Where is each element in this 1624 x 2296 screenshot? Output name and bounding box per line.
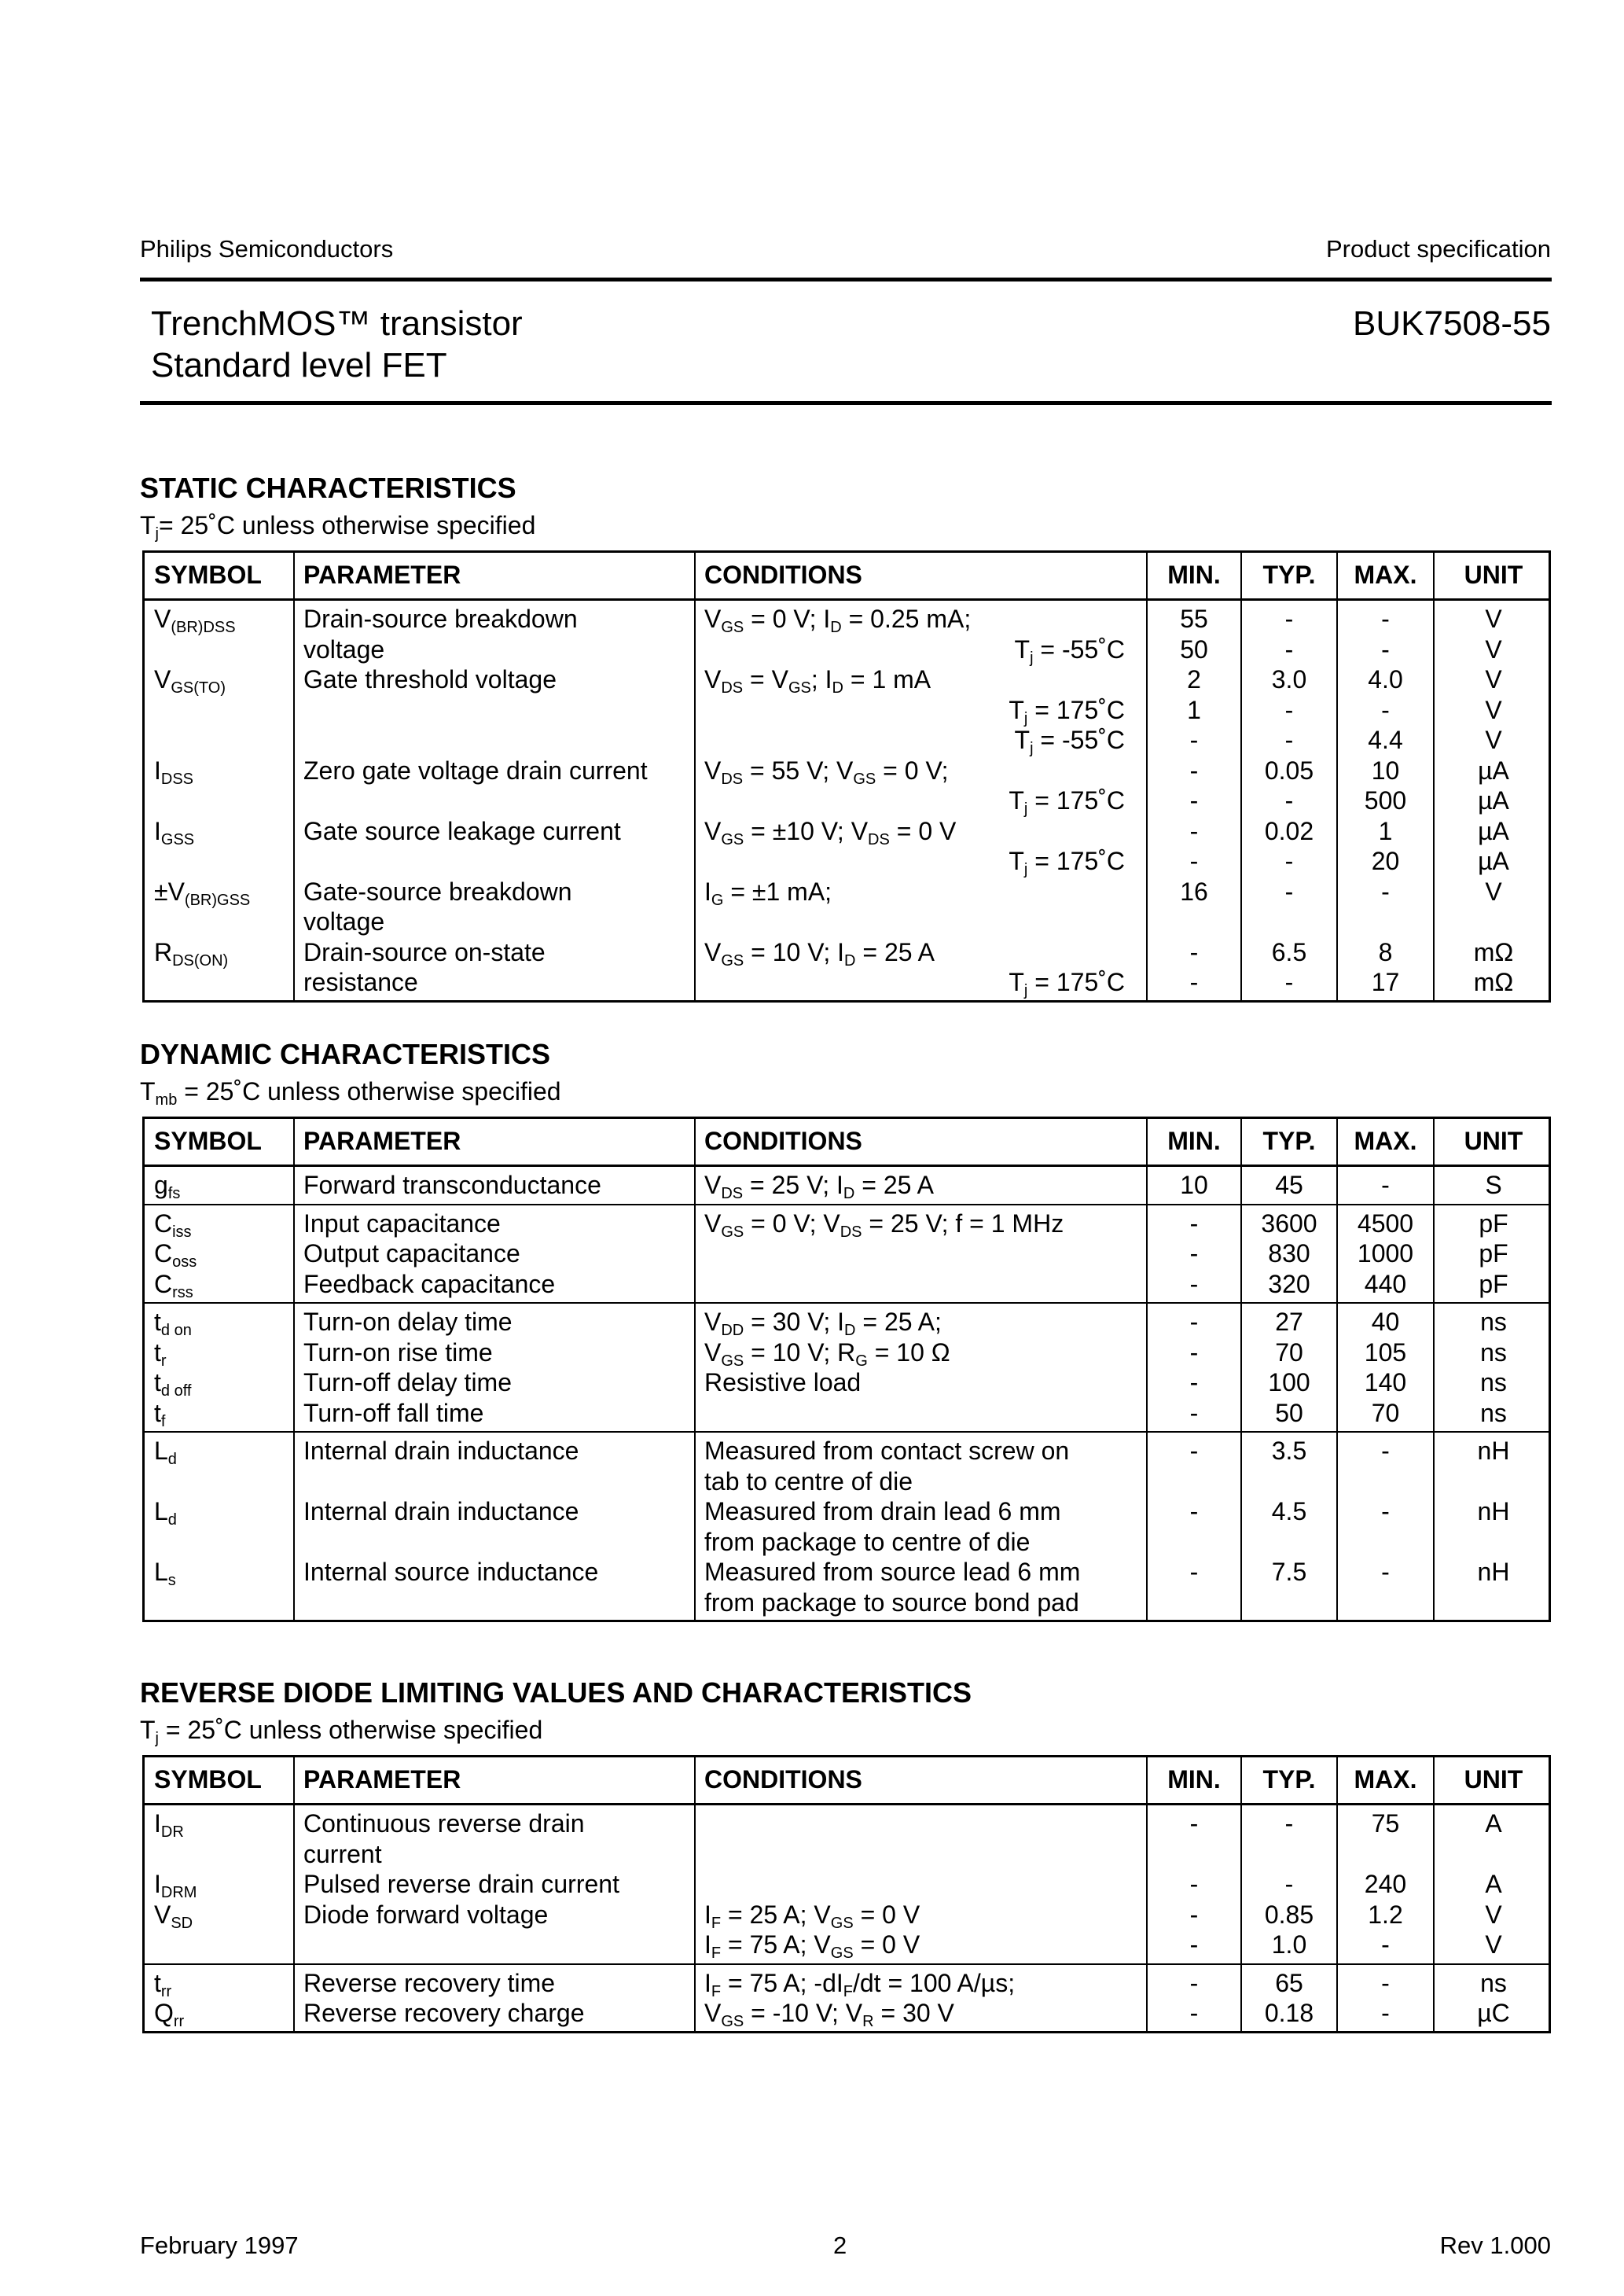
document-type: Product specification xyxy=(1325,235,1551,263)
parameter-cell: Reverse recovery time xyxy=(303,1968,556,1997)
max-value: 10 xyxy=(1371,756,1400,785)
max-value: - xyxy=(1381,1968,1390,1997)
typ-value: 50 xyxy=(1275,1398,1303,1427)
min-value: 10 xyxy=(1180,1171,1208,1199)
unit-value: ns xyxy=(1480,1368,1507,1396)
max-value: 4500 xyxy=(1357,1209,1414,1238)
symbol-cell: $I_{GSS}$ xyxy=(154,816,195,848)
column-header-unit: UNIT xyxy=(1464,561,1523,589)
unit-value: V xyxy=(1485,877,1502,906)
column-header-min: MIN. xyxy=(1167,1127,1221,1155)
column-header-max: MAX. xyxy=(1354,1765,1417,1794)
symbol-cell: $t_{rr}$ xyxy=(154,1968,172,2000)
symbol-cell: $V_{SD}$ xyxy=(154,1900,193,1932)
column-divider xyxy=(1433,1119,1435,1620)
min-value: - xyxy=(1189,1239,1199,1268)
column-divider xyxy=(1433,553,1435,1000)
symbol-cell: $t_{d off}$ xyxy=(154,1368,192,1400)
conditions-cell: $V_{GS} = 10$ V; $R_G = 10$ Ω xyxy=(704,1337,950,1370)
column-divider xyxy=(1336,1757,1338,2031)
column-divider xyxy=(1146,1119,1148,1620)
column-header-max: MAX. xyxy=(1354,561,1417,589)
max-value: 1 xyxy=(1378,816,1393,845)
typ-value: 1.0 xyxy=(1271,1930,1307,1959)
unit-value: V xyxy=(1485,726,1502,754)
typ-value: 830 xyxy=(1268,1239,1310,1268)
min-value: - xyxy=(1189,968,1199,996)
conditions-cell: $V_{DS} = 25$ V; $I_D = 25$ A xyxy=(704,1171,934,1202)
column-header-symbol: SYMBOL xyxy=(154,1765,262,1794)
group-separator xyxy=(145,1963,1549,1965)
max-value: 1.2 xyxy=(1368,1900,1403,1929)
max-value: 105 xyxy=(1364,1337,1407,1367)
typ-value: 0.18 xyxy=(1264,1999,1314,2027)
parameter-cell: Drain-source on-state xyxy=(303,937,546,966)
reverse-diode-condition-note: $T_j$ = 25˚C unless otherwise specified xyxy=(140,1716,543,1747)
unit-value: µA xyxy=(1478,847,1509,875)
min-value: - xyxy=(1189,816,1199,845)
conditions-cell: from package to centre of die xyxy=(704,1527,1031,1556)
parameter-cell: Turn-off fall time xyxy=(303,1398,484,1427)
unit-value: A xyxy=(1485,1809,1502,1838)
column-divider xyxy=(1146,1757,1148,2031)
min-value: - xyxy=(1189,1809,1199,1838)
conditions-cell: Measured from source lead 6 mm xyxy=(704,1558,1081,1586)
column-header-min: MIN. xyxy=(1167,1765,1221,1794)
unit-value: nH xyxy=(1477,1558,1510,1586)
column-divider xyxy=(1146,553,1148,1000)
min-value: 2 xyxy=(1187,665,1201,694)
symbol-cell: $t_{d on}$ xyxy=(154,1308,192,1339)
group-separator xyxy=(145,1204,1549,1205)
typ-value: 100 xyxy=(1268,1368,1310,1396)
unit-value: µC xyxy=(1477,1999,1510,2027)
typ-value: 27 xyxy=(1275,1308,1303,1336)
typ-value: - xyxy=(1284,968,1294,996)
footer-revision: Rev 1.000 xyxy=(1439,2232,1551,2259)
max-value: - xyxy=(1381,877,1390,906)
typ-value: 0.05 xyxy=(1264,756,1314,785)
column-divider xyxy=(293,553,295,1000)
min-value: - xyxy=(1189,1337,1199,1367)
parameter-cell: Feedback capacitance xyxy=(303,1269,556,1298)
reverse-diode-heading: REVERSE DIODE LIMITING VALUES AND CHARACTERISTICS xyxy=(140,1676,972,1709)
typ-value: - xyxy=(1284,847,1294,875)
dynamic-characteristics-table xyxy=(142,1117,1551,1622)
min-value: - xyxy=(1189,1999,1199,2027)
max-value: 240 xyxy=(1364,1870,1407,1898)
static-characteristics-condition-note: $T_j=$ 25˚C unless otherwise specified xyxy=(140,511,536,543)
typ-value: - xyxy=(1284,1809,1294,1838)
typ-value: 3.0 xyxy=(1271,665,1307,694)
footer-page-number: 2 xyxy=(833,2232,847,2259)
typ-value: 6.5 xyxy=(1271,937,1307,966)
max-value: 75 xyxy=(1371,1809,1400,1838)
parameter-cell: Zero gate voltage drain current xyxy=(303,756,648,785)
unit-value: ns xyxy=(1480,1337,1507,1367)
min-value: - xyxy=(1189,1368,1199,1396)
company-name: Philips Semiconductors xyxy=(140,235,394,263)
group-separator xyxy=(145,1431,1549,1433)
typ-value: 3.5 xyxy=(1271,1437,1307,1465)
parameter-cell: resistance xyxy=(303,968,418,996)
column-header-parameter: PARAMETER xyxy=(303,1765,461,1794)
max-value: - xyxy=(1381,1930,1390,1959)
unit-value: S xyxy=(1485,1171,1502,1199)
max-value: 140 xyxy=(1364,1368,1407,1396)
parameter-cell: Continuous reverse drain xyxy=(303,1809,585,1838)
typ-value: 7.5 xyxy=(1271,1558,1307,1586)
typ-value: - xyxy=(1284,605,1294,633)
conditions-cell: tab to centre of die xyxy=(704,1466,913,1496)
symbol-cell: $R_{DS(ON)}$ xyxy=(154,937,229,970)
dynamic-characteristics-condition-note: $T_{mb}$ = 25˚C unless otherwise specified xyxy=(140,1077,561,1109)
unit-value: A xyxy=(1485,1870,1502,1898)
max-value: 4.0 xyxy=(1368,665,1403,694)
header-separator xyxy=(145,1803,1549,1805)
conditions-cell: $T_j$ = 175˚C xyxy=(1009,695,1125,727)
min-value: - xyxy=(1189,1497,1199,1525)
min-value: - xyxy=(1189,1870,1199,1898)
symbol-cell: $\pm V_{(BR)GSS}$ xyxy=(154,877,251,909)
conditions-cell: $T_j$ = 175˚C xyxy=(1009,847,1125,878)
max-value: - xyxy=(1381,635,1390,664)
title-line-1: TrenchMOS™ transistor xyxy=(151,304,523,343)
unit-value: pF xyxy=(1479,1269,1508,1298)
unit-value: nH xyxy=(1477,1497,1510,1525)
unit-value: V xyxy=(1485,695,1502,724)
unit-value: ns xyxy=(1480,1308,1507,1336)
min-value: 55 xyxy=(1180,605,1208,633)
conditions-cell: $I_F = 75$ A; $V_{GS} = 0$ V xyxy=(704,1930,920,1962)
max-value: 500 xyxy=(1364,786,1407,815)
parameter-cell: Internal source inductance xyxy=(303,1558,599,1586)
group-separator xyxy=(145,1302,1549,1304)
conditions-cell: $T_j$ = -55˚C xyxy=(1014,726,1125,757)
max-value: - xyxy=(1381,1171,1390,1199)
typ-value: 0.02 xyxy=(1264,816,1314,845)
max-value: 17 xyxy=(1371,968,1400,996)
column-divider xyxy=(1240,1119,1242,1620)
symbol-cell: $I_{DSS}$ xyxy=(154,756,194,788)
typ-value: 0.85 xyxy=(1264,1900,1314,1929)
symbol-cell: $V_{(BR)DSS}$ xyxy=(154,605,236,636)
min-value: - xyxy=(1189,726,1199,754)
symbol-cell: $g_{fs}$ xyxy=(154,1171,181,1202)
symbol-cell: $I_{DRM}$ xyxy=(154,1870,197,1901)
parameter-cell: Turn-on rise time xyxy=(303,1337,493,1367)
typ-value: 4.5 xyxy=(1271,1497,1307,1525)
unit-value: V xyxy=(1485,1930,1502,1959)
parameter-cell: Reverse recovery charge xyxy=(303,1999,585,2027)
conditions-cell: $V_{DD} = 30$ V; $I_D = 25$ A; xyxy=(704,1308,942,1339)
unit-value: mΩ xyxy=(1473,937,1514,966)
max-value: - xyxy=(1381,1497,1390,1525)
column-header-typ: TYP. xyxy=(1262,561,1316,589)
conditions-cell: Measured from drain lead 6 mm xyxy=(704,1497,1061,1525)
unit-value: ns xyxy=(1480,1968,1507,1997)
typ-value: 45 xyxy=(1275,1171,1303,1199)
unit-value: pF xyxy=(1479,1239,1508,1268)
parameter-cell: Internal drain inductance xyxy=(303,1437,579,1465)
symbol-cell: $C_{oss}$ xyxy=(154,1239,197,1271)
min-value: 16 xyxy=(1180,877,1208,906)
min-value: - xyxy=(1189,1269,1199,1298)
conditions-cell: $V_{DS} = 55$ V; $V_{GS} = 0$ V; xyxy=(704,756,949,788)
unit-value: V xyxy=(1485,635,1502,664)
column-header-parameter: PARAMETER xyxy=(303,1127,461,1155)
symbol-cell: $C_{iss}$ xyxy=(154,1209,192,1241)
parameter-cell: Turn-off delay time xyxy=(303,1368,512,1396)
conditions-cell: $I_F = 25$ A; $V_{GS} = 0$ V xyxy=(704,1900,920,1932)
parameter-cell: Gate-source breakdown xyxy=(303,877,572,906)
parameter-cell: Gate threshold voltage xyxy=(303,665,557,694)
symbol-cell: $L_d$ xyxy=(154,1437,177,1468)
min-value: 1 xyxy=(1187,695,1201,724)
conditions-cell: $T_j$ = -55˚C xyxy=(1014,635,1125,667)
unit-value: nH xyxy=(1477,1437,1510,1465)
typ-value: - xyxy=(1284,726,1294,754)
unit-value: V xyxy=(1485,665,1502,694)
column-header-conditions: CONDITIONS xyxy=(704,561,862,589)
symbol-cell: $I_{DR}$ xyxy=(154,1809,184,1841)
conditions-cell: from package to source bond pad xyxy=(704,1588,1079,1617)
min-value: - xyxy=(1189,756,1199,785)
column-divider xyxy=(293,1119,295,1620)
title-rule xyxy=(140,401,1552,405)
typ-value: - xyxy=(1284,695,1294,724)
max-value: 70 xyxy=(1371,1398,1400,1427)
conditions-cell: $T_j$ = 175˚C xyxy=(1009,786,1125,818)
parameter-cell: Drain-source breakdown xyxy=(303,605,578,633)
min-value: - xyxy=(1189,1398,1199,1427)
min-value: - xyxy=(1189,937,1199,966)
unit-value: pF xyxy=(1479,1209,1508,1238)
min-value: - xyxy=(1189,1308,1199,1336)
max-value: - xyxy=(1381,1437,1390,1465)
parameter-cell: Input capacitance xyxy=(303,1209,501,1238)
symbol-cell: $C_{rss}$ xyxy=(154,1269,193,1301)
conditions-cell: $V_{GS} = 0$ V; $V_{DS} = 25$ V; f = 1 MHz xyxy=(704,1209,1064,1241)
parameter-cell: Output capacitance xyxy=(303,1239,520,1268)
conditions-cell: $I_G = \pm 1$ mA; xyxy=(704,877,832,909)
column-header-typ: TYP. xyxy=(1262,1765,1316,1794)
column-divider xyxy=(1336,1119,1338,1620)
column-divider xyxy=(694,1119,696,1620)
column-divider xyxy=(1240,553,1242,1000)
max-value: - xyxy=(1381,1558,1390,1586)
parameter-cell: Pulsed reverse drain current xyxy=(303,1870,619,1898)
title-line-2: Standard level FET xyxy=(151,346,447,385)
conditions-cell: Measured from contact screw on xyxy=(704,1437,1070,1465)
parameter-cell: Turn-on delay time xyxy=(303,1308,513,1336)
max-value: - xyxy=(1381,695,1390,724)
column-divider xyxy=(1336,553,1338,1000)
header-separator xyxy=(145,1165,1549,1167)
unit-value: mΩ xyxy=(1473,968,1514,996)
part-number: BUK7508-55 xyxy=(1353,304,1551,343)
column-header-unit: UNIT xyxy=(1464,1765,1523,1794)
static-characteristics-heading: STATIC CHARACTERISTICS xyxy=(140,472,516,504)
typ-value: 65 xyxy=(1275,1968,1303,1997)
typ-value: 3600 xyxy=(1261,1209,1317,1238)
column-header-symbol: SYMBOL xyxy=(154,561,262,589)
parameter-cell: Forward transconductance xyxy=(303,1171,601,1199)
parameter-cell: current xyxy=(303,1839,382,1868)
typ-value: - xyxy=(1284,1870,1294,1898)
static-characteristics-table xyxy=(142,550,1551,1003)
typ-value: 70 xyxy=(1275,1337,1303,1367)
conditions-cell: $V_{GS} = 10$ V; $I_D = 25$ A xyxy=(704,937,935,970)
max-value: 8 xyxy=(1378,937,1393,966)
parameter-cell: Internal drain inductance xyxy=(303,1497,579,1525)
unit-value: V xyxy=(1485,1900,1502,1929)
footer-date: February 1997 xyxy=(140,2232,299,2259)
typ-value: 320 xyxy=(1268,1269,1310,1298)
min-value: - xyxy=(1189,1437,1199,1465)
conditions-cell: $V_{GS} = 0$ V; $I_D = 0.25$ mA; xyxy=(704,605,972,636)
min-value: - xyxy=(1189,1209,1199,1238)
conditions-cell: $V_{DS} = V_{GS}$; $I_D = 1$ mA xyxy=(704,665,931,697)
typ-value: - xyxy=(1284,877,1294,906)
parameter-cell: voltage xyxy=(303,635,385,664)
column-header-max: MAX. xyxy=(1354,1127,1417,1155)
max-value: - xyxy=(1381,1999,1390,2027)
column-header-min: MIN. xyxy=(1167,561,1221,589)
min-value: - xyxy=(1189,1930,1199,1959)
max-value: 1000 xyxy=(1357,1239,1414,1268)
column-header-symbol: SYMBOL xyxy=(154,1127,262,1155)
symbol-cell: $L_d$ xyxy=(154,1497,177,1529)
unit-value: V xyxy=(1485,605,1502,633)
column-header-conditions: CONDITIONS xyxy=(704,1765,862,1794)
max-value: 20 xyxy=(1371,847,1400,875)
min-value: - xyxy=(1189,786,1199,815)
min-value: - xyxy=(1189,1900,1199,1929)
column-divider xyxy=(293,1757,295,2031)
header-rule xyxy=(140,278,1552,281)
min-value: - xyxy=(1189,847,1199,875)
column-divider xyxy=(694,1757,696,2031)
column-header-conditions: CONDITIONS xyxy=(704,1127,862,1155)
unit-value: µA xyxy=(1478,816,1509,845)
column-divider xyxy=(694,553,696,1000)
max-value: 440 xyxy=(1364,1269,1407,1298)
conditions-cell: Resistive load xyxy=(704,1368,862,1396)
symbol-cell: $L_s$ xyxy=(154,1558,176,1589)
reverse-diode-table xyxy=(142,1755,1551,2033)
conditions-cell: $T_j$ = 175˚C xyxy=(1009,968,1125,999)
symbol-cell: $V_{GS(TO)}$ xyxy=(154,665,226,697)
unit-value: ns xyxy=(1480,1398,1507,1427)
min-value: - xyxy=(1189,1558,1199,1586)
min-value: - xyxy=(1189,1968,1199,1997)
column-header-typ: TYP. xyxy=(1262,1127,1316,1155)
typ-value: - xyxy=(1284,786,1294,815)
max-value: 40 xyxy=(1371,1308,1400,1336)
column-header-unit: UNIT xyxy=(1464,1127,1523,1155)
typ-value: - xyxy=(1284,635,1294,664)
conditions-cell: $V_{GS} = -10$ V; $V_R = 30$ V xyxy=(704,1999,954,2030)
parameter-cell: Gate source leakage current xyxy=(303,816,621,845)
symbol-cell: $t_f$ xyxy=(154,1398,166,1430)
parameter-cell: voltage xyxy=(303,907,385,936)
header-separator xyxy=(145,598,1549,601)
column-header-parameter: PARAMETER xyxy=(303,561,461,589)
unit-value: µA xyxy=(1478,756,1509,785)
symbol-cell: $t_r$ xyxy=(154,1337,167,1370)
dynamic-characteristics-heading: DYNAMIC CHARACTERISTICS xyxy=(140,1038,550,1070)
max-value: 4.4 xyxy=(1368,726,1403,754)
conditions-cell: $I_F = 75$ A; $-dI_F/dt = 100$ A/µs; xyxy=(704,1968,1016,2000)
column-divider xyxy=(1240,1757,1242,2031)
conditions-cell: $V_{GS} = \pm 10$ V; $V_{DS} = 0$ V xyxy=(704,816,957,848)
symbol-cell: $Q_{rr}$ xyxy=(154,1999,185,2030)
unit-value: µA xyxy=(1478,786,1509,815)
parameter-cell: Diode forward voltage xyxy=(303,1900,549,1929)
max-value: - xyxy=(1381,605,1390,633)
column-divider xyxy=(1433,1757,1435,2031)
min-value: 50 xyxy=(1180,635,1208,664)
